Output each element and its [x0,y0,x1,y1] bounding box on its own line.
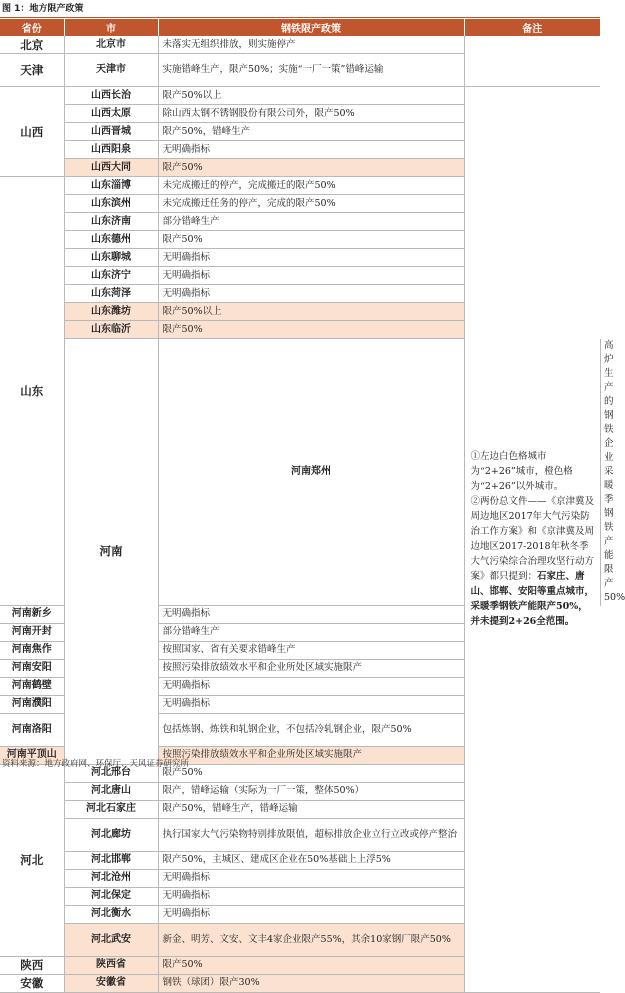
city-cell: 河北石家庄 [64,800,158,818]
city-cell: 北京市 [64,36,158,54]
city-cell: 河南洛阳 [0,713,64,746]
city-cell: 河北唐山 [64,782,158,800]
city-cell: 河南郑州 [158,339,464,606]
city-cell: 山东潍坊 [64,303,158,321]
policy-cell: 无明确指标 [158,887,464,905]
province-cell: 安徽 [0,974,64,992]
policy-cell: 钢铁（球团）限产30% [158,974,464,992]
city-cell: 山东济南 [64,213,158,231]
city-cell: 陕西省 [64,956,158,974]
policy-cell: 限产50% [158,764,464,782]
city-cell: 山西阳泉 [64,141,158,159]
city-cell: 天津市 [64,54,158,87]
policy-cell: 新金、明芳、文安、文丰4家企业限产55%，其余10家钢厂限产50% [158,923,464,956]
header-note: 备注 [464,19,600,36]
city-cell: 河北廊坊 [64,818,158,851]
city-cell: 山东德州 [64,231,158,249]
policy-cell: 限产50%以上 [158,303,464,321]
policy-cell: 限产50% [158,956,464,974]
city-cell: 河北武安 [64,923,158,956]
policy-cell: 包括炼钢、炼铁和轧钢企业，不包括冷轧钢企业，限产50% [158,713,464,746]
policy-cell: 限产，错峰运输（实际为一厂一策，整体50%） [158,782,464,800]
policy-cell: 限产50%，错峰生产 [158,123,464,141]
province-cell: 陕西 [0,956,64,974]
policy-cell: 无明确指标 [158,695,464,713]
city-cell: 河南鹤壁 [0,677,64,695]
policy-cell: 未完成搬迁任务的停产，完成的限产50% [158,195,464,213]
policy-cell: 未落实无组织排放，则实施停产 [158,36,464,54]
policy-cell: 无明确指标 [158,249,464,267]
title-divider [0,17,600,18]
city-cell: 河南安阳 [0,659,64,677]
policy-cell: 限产50% [158,321,464,339]
policy-cell: 限产50%，主城区、建成区企业在50%基础上上浮5% [158,851,464,869]
note-part3: 石家庄、唐山、邯郸、安阳等重点城市，采暖季钢铁产能限产50%，并未提到2+26全范围。 [470,571,595,628]
city-cell: 山西晋城 [64,123,158,141]
city-cell: 河南开封 [0,623,64,641]
note-part2: ②两份总文件——《京津冀及周边地区2017年大气污染防治工作方案》和《京津冀及周边地区2017-2018年秋冬季大气污染综合治理攻坚行动方案》都只提到： [470,496,595,583]
city-cell: 山东济宁 [64,267,158,285]
policy-cell: 限产50% [158,159,464,177]
policy-cell: 按照污染排放绩效水平和企业所处区域实施限产 [158,659,464,677]
table-row [0,87,600,105]
figure-title: 图 1：地方限产政策 [2,4,84,14]
province-cell: 河北 [0,764,64,956]
policy-cell: 限产50%，错峰生产，错峰运输 [158,800,464,818]
policy-cell: 部分错峰生产 [158,213,464,231]
policy-table [0,19,625,993]
policy-cell: 限产50% [158,231,464,249]
city-cell: 河南新乡 [0,605,64,623]
city-cell: 山东淄博 [64,177,158,195]
city-cell: 河北沧州 [64,869,158,887]
header-province: 省份 [0,19,64,36]
city-cell: 河南濮阳 [0,695,64,713]
header-policy: 钢铁限产政策 [158,19,464,36]
source-note: 资料来源：地方政府网、环保厅、天风证券研究所 [2,759,190,769]
city-cell: 河北邢台 [64,764,158,782]
table-row [0,36,600,54]
policy-cell: 部分错峰生产 [158,623,464,641]
policy-cell: 按照污染排放绩效水平和企业所处区域实施限产 [158,746,464,764]
policy-cell: 无明确指标 [158,267,464,285]
city-cell: 河北保定 [64,887,158,905]
policy-cell: 按照国家、省有关要求错峰生产 [158,641,464,659]
city-cell: 山西大同 [64,159,158,177]
note-part1: ①左边白色格城市为“2+26”城市，橙色格为“2+26”以外城市。 [470,451,573,493]
policy-cell: 实施错峰生产，限产50%；实施“一厂一策”错峰运输 [158,54,464,87]
policy-cell: 无明确指标 [158,677,464,695]
policy-cell: 无明确指标 [158,285,464,303]
province-cell: 山西 [0,87,64,177]
city-cell: 山东聊城 [64,249,158,267]
policy-cell: 无明确指标 [158,141,464,159]
policy-cell: 除山西太钢不锈钢股份有限公司外，限产50% [158,105,464,123]
table-header-row [0,19,600,36]
policy-cell: 未完成搬迁的停产，完成搬迁的限产50% [158,177,464,195]
city-cell: 山东滨州 [64,195,158,213]
province-cell: 山东 [0,177,64,606]
city-cell: 山西长治 [64,87,158,105]
policy-cell: 无明确指标 [158,869,464,887]
province-cell: 河南 [64,339,158,765]
table-body [0,36,625,992]
policy-cell: 无明确指标 [158,905,464,923]
header-city: 市 [64,19,158,36]
policy-cell: 执行国家大气污染物特别排放限值，超标排放企业立行立改或停产整治 [158,818,464,851]
policy-cell: 无明确指标 [158,605,464,623]
city-cell: 安徽省 [64,974,158,992]
province-cell: 天津 [0,54,64,87]
city-cell: 河北衡水 [64,905,158,923]
policy-cell: 限产50%以上 [158,87,464,105]
city-cell: 河南焦作 [0,641,64,659]
province-cell: 北京 [0,36,64,54]
city-cell: 河南平顶山 [0,746,64,764]
table-row: 河南 河南郑州 高炉生产的钢铁企业采暖季钢铁产能限产50% [0,339,600,606]
city-cell: 山西太原 [64,105,158,123]
note-cell-empty [464,36,600,87]
city-cell: 河北邯郸 [64,851,158,869]
note-cell [464,87,600,993]
city-cell: 山东菏泽 [64,285,158,303]
city-cell: 山东临沂 [64,321,158,339]
